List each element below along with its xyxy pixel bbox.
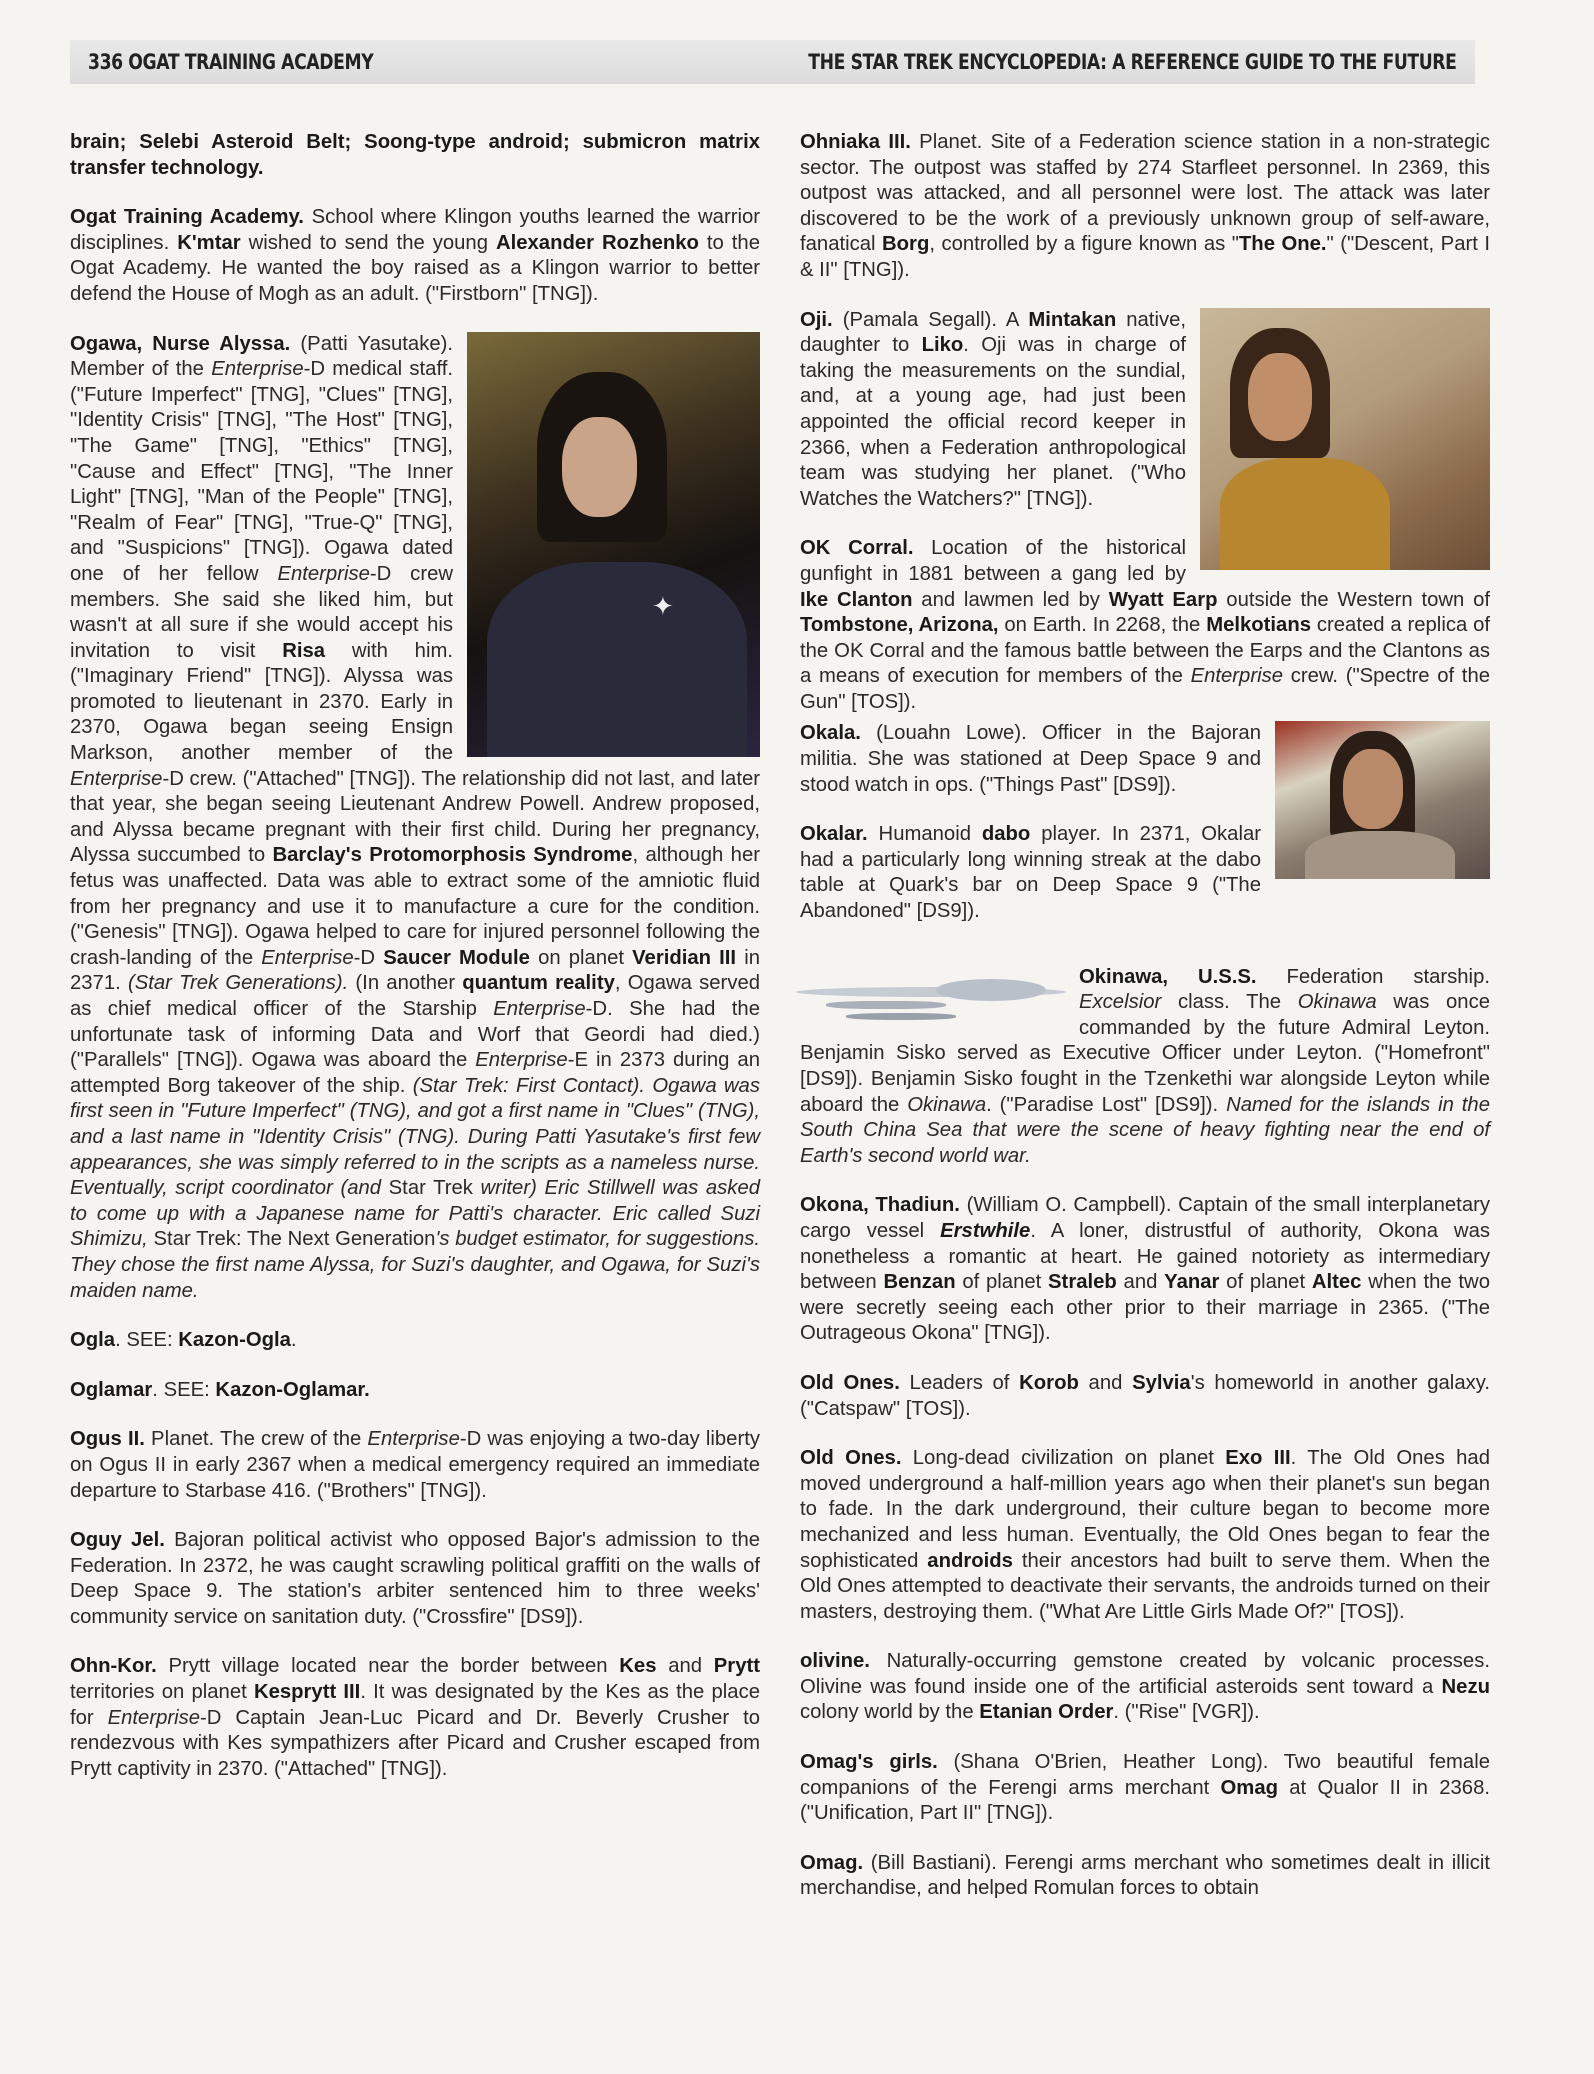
entry-ogus: Ogus II. Planet. The crew of the Enterprise-D was enjoying a two-day liberty on Ogus II in early 2367 when a medical emergency required an immediate departure to Starbase 416. ("Brothers" [TNG]). xyxy=(70,1428,760,1502)
entry-oglamar: Oglamar. SEE: Kazon-Oglamar. xyxy=(70,1378,370,1401)
entry-omags-girls: Omag's girls. (Shana O'Brien, Heather Long). Two beautiful female companions of the Ferengi arms merchant Omag at Qualor II in 2368. ("Unification, Part II" [TNG]). xyxy=(800,1751,1490,1825)
entry-ogla: Ogla. SEE: Kazon-Ogla. xyxy=(70,1329,297,1352)
okala-photo xyxy=(1275,721,1490,879)
entry-old-ones-korob: Old Ones. Leaders of Korob and Sylvia's homeworld in another galaxy. ("Catspaw" [TOS]). xyxy=(800,1371,1491,1420)
header-right: THE STAR TREK ENCYCLOPEDIA: A REFERENCE GUIDE TO THE FUTURE xyxy=(808,50,1457,74)
left-column xyxy=(70,130,760,1806)
entry-omag: Omag. (Bill Bastiani). Ferengi arms merchant who sometimes dealt in illicit merchandise, and helped Romulan forces to obtain xyxy=(800,1851,1490,1900)
entry-oguy: Oguy Jel. Bajoran political activist who opposed Bajor's admission to the Federation. In 2372, he was caught scrawling political graffiti on the walls of Deep Space 9. The station's arbiter sentenced him to three weeks' community service on sanitation duty. ("Crossfire" [DS9]). xyxy=(70,1529,760,1628)
entry-olivine: olivine. Naturally-occurring gemstone created by volcanic processes. Olivine was found inside one of the artificial asteroids sent toward a Nezu colony world by the Etanian Order. ("Rise" [VGR]). xyxy=(800,1650,1490,1724)
entry-okinawa: Okinawa, U.S.S. Federation starship. Excelsior class. The Okinawa was once commanded by the future Admiral Leyton. Benjamin Sisko served as Executive Officer under Leyton. ("Homefront" [DS9]). Benjamin Sisko fought in the Tzenkethi war alongside Leyton while aboard the Okinawa. ("Paradise Lost" [DS9]). Named for the islands in the South China Sea that were the scene of heavy fighting near the end of Earth's second world war. xyxy=(800,965,1490,1167)
entry-oji: Oji. (Pamala Segall). A Mintakan native, daughter to Liko. Oji was in charge of taking the measurements on the sundial, and, at a young age, had just been appointed the official record keeper in 2366, when a Federation anthropological team was studying her planet. ("Who Watches the Watchers?" [TNG]). xyxy=(800,308,1187,510)
entry-okona: Okona, Thadiun. (William O. Campbell). Captain of the small interplanetary cargo vessel Erstwhile. A loner, distrustful of authority, Okona was nonetheless a romantic at heart. He gained notoriety as intermediary between Benzan of planet Straleb and Yanar of planet Altec when the two were secretly seeing each other prior to their marriage in 2365. ("The Outrageous Okona" [TNG]). xyxy=(800,1194,1490,1345)
entry-okala: Okala. (Louahn Lowe). Officer in the Bajoran militia. She was stationed at Deep Space 9 and stood watch in ops. ("Things Past" [DS9]). xyxy=(800,722,1261,796)
starfleet-badge-icon: ✦ xyxy=(652,590,674,621)
entry-ohniaka: Ohniaka III. Planet. Site of a Federation science station in a non-strategic sector. The outpost was staffed by 274 Starfleet personnel. In 2369, this outpost was attacked, and all personnel were lost. The attack was later discovered to be the work of a previously unknown group of self-aware, fanatical Borg, controlled by a figure known as "The One." ("Descent, Part I & II" [TNG]). xyxy=(800,131,1490,281)
entry-old-ones-exo: Old Ones. Long-dead civilization on planet Exo III. The Old Ones had moved underground a half-million years ago when their planet's sun began to fade. In the dark underground, their culture began to become more mechanized and less human. Eventually, the Old Ones began to fear the sophisticated androids their ancestors had built to serve them. When the Old Ones attempted to deactivate their servants, the androids turned on their masters, destroying them. ("What Are Little Girls Made Of?" [TOS]). xyxy=(800,1447,1491,1623)
entry-ogat: Ogat Training Academy. School where Klingon youths learned the warrior disciplines. K'mtar wished to send the young Alexander Rozhenko to the Ogat Academy. He wanted the boy raised as a Klingon warrior to better defend the House of Mogh as an adult. ("Firstborn" [TNG]). xyxy=(70,206,761,305)
header-left: 336 OGAT TRAINING ACADEMY xyxy=(88,50,374,74)
ogawa-photo xyxy=(467,332,760,757)
entry-ogawa: Ogawa, Nurse Alyssa. (Patti Yasutake). Member of the Enterprise-D medical staff. ("Future Imperfect" [TNG], "Clues" [TNG], "Identity Crisis" [TNG], "The Host" [TNG], "The Game" [TNG], "Ethics" [TNG], "Cause and Effect" [TNG], "The Inner Light" [TNG], "Man of the People" [TNG], "Realm of Fear" [TNG], "True-Q" [TNG], and "Suspicions" [TNG]). Ogawa dated one of her fellow Enterprise-D crew members. She said she liked him, but wasn't at all sure if she would accept his invitation to visit Risa with him. ("Imaginary Friend" [TNG]). Alyssa was promoted to lieutenant in 2370. Early in 2370, Ogawa began seeing Ensign Markson, another member of the Enterprise-D crew. ("Attached" [TNG]). The relationship did not last, and later that year, she began seeing Lieutenant Andrew Powell. Andrew proposed, and Alyssa became pregnant with their first child. During her pregnancy, Alyssa succumbed to Barclay's Protomorphosis Syndrome, although her fetus was unaffected. Data was able to extract some of the amniotic fluid from her pregnancy and use it to manufacture a cure for the condition. ("Genesis" [TNG]). Ogawa helped to care for injured personnel following the crash-landing of the Enterprise-D Saucer Module on planet Veridian III in 2371. (Star Trek Generations). (In another quantum reality, Ogawa served as chief medical officer of the Starship Enterprise-D. She had the unfortunate task of informing Data and Worf that Geordi had died.) ("Parallels" [TNG]). Ogawa was aboard the Enterprise-E in 2373 during an attempted Borg takeover of the ship. (Star Trek: First Contact). Ogawa was first seen in "Future Imperfect" (TNG), and got a first name in "Clues" (TNG), and a last name in "Identity Crisis" (TNG). During Patti Yasutake's first few appearances, she was simply referred to in the scripts as a nameless nurse. Eventually, script coordinator (and Star Trek writer) Eric Stillwell was asked to come up with a Japanese name for Patti's character. Eric called Suzi Shimizu, Star Trek: The Next Generation's budget estimator, for suggestions. They chose the first name Alyssa, for Suzi's daughter, and Ogawa, for Suzi's maiden name. xyxy=(70,332,761,1302)
entry-ok-corral: OK Corral. Location of the historical gunfight in 1881 between a gang led by Ike Clanton and lawmen led by Wyatt Earp outside the Western town of Tombstone, Arizona, on Earth. In 2268, the Melkotians created a replica of the OK Corral and the famous battle between the Earps and the Clantons as a means of execution for members of the Enterprise crew. ("Spectre of the Gun" [TOS]). xyxy=(800,537,1491,713)
starship-illustration xyxy=(786,965,1071,1035)
right-column xyxy=(800,130,1490,1926)
entry-ohnkor: Ohn-Kor. Prytt village located near the border between Kes and Prytt territories on planet Kesprytt III. It was designated by the Kes as the place for Enterprise-D Captain Jean-Luc Picard and Dr. Beverly Crusher to rendezvous with Kes sympathizers after Picard and Crusher escaped from Prytt captivity in 2370. ("Attached" [TNG]). xyxy=(70,1655,760,1780)
entry-continuation: brain; Selebi Asteroid Belt; Soong-type android; submicron matrix transfer technology. xyxy=(70,131,760,179)
page-header xyxy=(70,40,1475,84)
oji-photo xyxy=(1200,308,1490,570)
entry-okalar: Okalar. Humanoid dabo player. In 2371, Okalar had a particularly long winning streak at the dabo table at Quark's bar on Deep Space 9 ("The Abandoned" [DS9]). xyxy=(800,823,1261,923)
